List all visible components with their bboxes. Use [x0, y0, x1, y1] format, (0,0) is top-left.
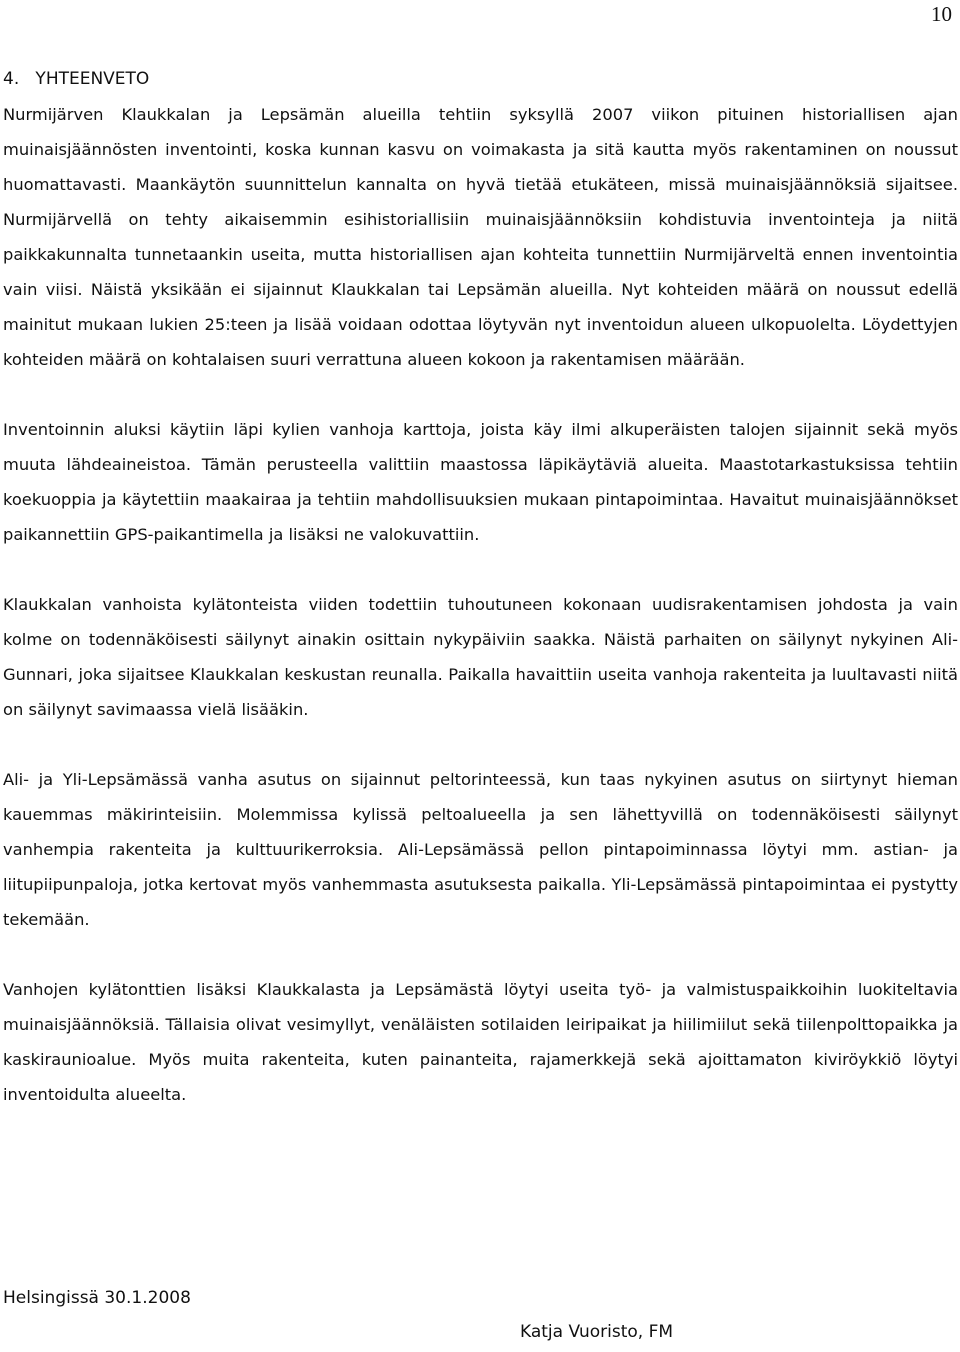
page-number: 10 — [931, 2, 952, 26]
signature-author: Katja Vuoristo, FM — [520, 1322, 674, 1342]
document-body — [3, 62, 958, 1147]
paragraph-other-sites: Vanhojen kylätonttien lisäksi Klaukkalasta ja Lepsämästä löytyi useita työ- ja valmistuspaikkoihin luokiteltavia muinaisjäännöksiä. Tällaisia olivat vesimyllyt, venäläisten sotilaiden leiripaikat ja hiilimiilut sekä tiilenpolttopaikka ja kaskiraunioalue. Myös muita rakenteita, kuten painanteita, rajamerkkejä sekä ajoittamaton kiviröykkiö löytyi inventoidulta alueelta. — [3, 980, 958, 1104]
paragraph-klaukkala: Klaukkalan vanhoista kylätonteista viiden todettiin tuhoutuneen kokonaan uudisrakentamisen johdosta ja vain kolme on todennäköisesti säilynyt ainakin osittain nykypäiviin saakka. Näistä parhaiten on säilynyt nykyinen Ali-Gunnari, joka sijaitsee Klaukkalan keskustan reunalla. Paikalla havaittiin useita vanhoja rakenteita ja luultavasti niitä on säilynyt savimaassa vielä lisääkin. — [3, 595, 958, 719]
paragraph-summary: Nurmijärven Klaukkalan ja Lepsämän alueilla tehtiin syksyllä 2007 viikon pituinen historiallisen ajan muinaisjäännösten inventointi, koska kunnan kasvu on voimakasta ja sitä kautta myös rakentaminen on noussut huomattavasti. Maankäytön suunnittelun kannalta on hyvä tietää etukäteen, missä muinaisjäännöksiä sijaitsee. Nurmijärvellä on tehty aikaisemmin esihistoriallisiin muinaisjäännöksiin kohdistuvia inventointeja ja niitä paikkakunnalta tunnetaankin useita, mutta historiallisen ajan kohteita tunnettiin Nurmijärveltä ennen inventointia vain viisi. Näistä yksikään ei sijainnut Klaukkalan tai Lepsämän alueilla. Nyt kohteiden määrä on noussut edellä mainitut mukaan lukien 25:teen ja lisää voidaan odottaa löytyvän nyt inventoidun alueen ulkopuolelta. Löydettyjen kohteiden määrä on kohtalaisen suuri verrattuna alueen kokoon ja rakentamisen määrään. — [3, 105, 958, 369]
paragraph-lepsama: Ali- ja Yli-Lepsämässä vanha asutus on sijainnut peltorinteessä, kun taas nykyinen asutus on siirtynyt hieman kauemmas mäkirinteisiin. Molemmissa kylissä peltoalueella ja sen lähettyvillä on todennäköisesti säilynyt vanhempia rakenteita ja kulttuurikerroksia. Ali-Lepsämässä pellon pintapoiminnassa löytyi mm. astian- ja liitupiipunpaloja, jotka kertovat myös vanhemmasta asutuksesta paikalla. Yli-Lepsämässä pintapoimintaa ei pystytty tekemään. — [3, 770, 958, 929]
section-heading: 4. YHTEENVETO — [3, 69, 150, 89]
signature-place-date: Helsingissä 30.1.2008 — [3, 1288, 191, 1308]
paragraph-methods: Inventoinnin aluksi käytiin läpi kylien vanhoja karttoja, joista käy ilmi alkuperäisten talojen sijainnit sekä myös muuta lähdeaineistoa. Tämän perusteella valittiin maastossa läpikäytäviä alueita. Maastotarkastuksissa tehtiin koekuoppia ja käytettiin maakairaa ja tehtiin mahdollisuuksien mukaan pintapoimintaa. Havaitut muinaisjäännökset paikannettiin GPS-paikantimella ja lisäksi ne valokuvattiin. — [3, 420, 958, 544]
